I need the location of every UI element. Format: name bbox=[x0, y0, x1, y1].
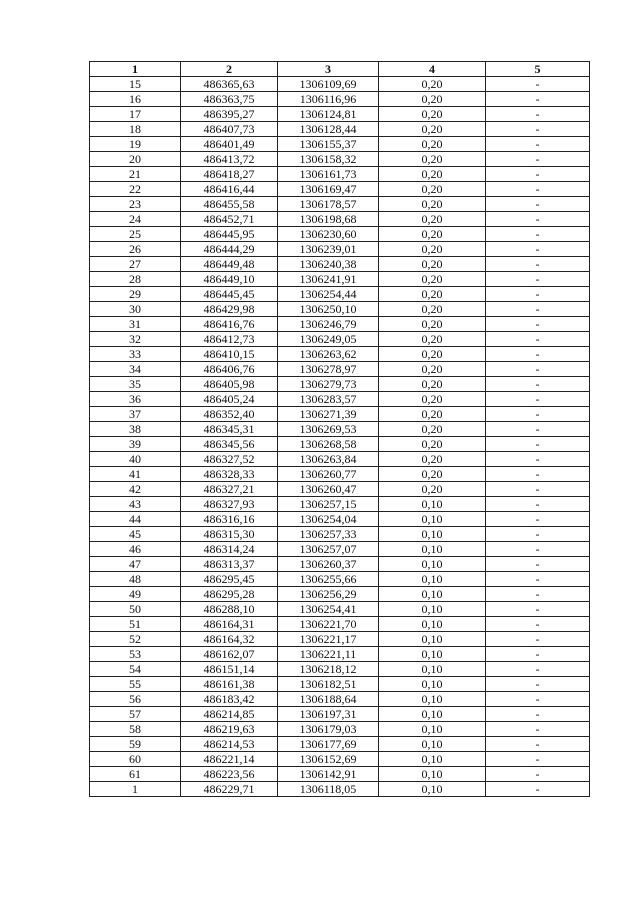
table-cell-col-5: - bbox=[486, 662, 590, 677]
table-cell-col-3: 1306118,05 bbox=[278, 782, 379, 797]
table-cell-col-5: - bbox=[486, 437, 590, 452]
table-cell-col-4: 0,20 bbox=[379, 317, 486, 332]
table-cell-col-5: - bbox=[486, 422, 590, 437]
table-cell-col-3: 1306255,66 bbox=[278, 572, 379, 587]
table-cell-col-3: 1306271,39 bbox=[278, 407, 379, 422]
table-cell-col-1: 39 bbox=[90, 437, 181, 452]
table-cell-col-1: 25 bbox=[90, 227, 181, 242]
table-cell-col-4: 0,20 bbox=[379, 242, 486, 257]
table-row bbox=[90, 542, 590, 557]
table-cell-col-2: 486219,63 bbox=[181, 722, 278, 737]
table-cell-col-5: - bbox=[486, 242, 590, 257]
table-cell-col-4: 0,10 bbox=[379, 587, 486, 602]
table-cell-col-4: 0,10 bbox=[379, 752, 486, 767]
table-cell-col-2: 486416,44 bbox=[181, 182, 278, 197]
table-cell-col-1: 54 bbox=[90, 662, 181, 677]
table-cell-col-5: - bbox=[486, 92, 590, 107]
table-cell-col-5: - bbox=[486, 542, 590, 557]
table-cell-col-1: 32 bbox=[90, 332, 181, 347]
table-cell-col-4: 0,10 bbox=[379, 557, 486, 572]
table-cell-col-1: 59 bbox=[90, 737, 181, 752]
table-row bbox=[90, 317, 590, 332]
table-cell-col-1: 26 bbox=[90, 242, 181, 257]
table-row bbox=[90, 782, 590, 797]
table-cell-col-5: - bbox=[486, 647, 590, 662]
table-cell-col-3: 1306257,15 bbox=[278, 497, 379, 512]
table-cell-col-4: 0,20 bbox=[379, 422, 486, 437]
table-cell-col-2: 486401,49 bbox=[181, 137, 278, 152]
table-row bbox=[90, 242, 590, 257]
table-cell-col-5: - bbox=[486, 197, 590, 212]
table-cell-col-4: 0,10 bbox=[379, 707, 486, 722]
table-cell-col-2: 486314,24 bbox=[181, 542, 278, 557]
table-cell-col-1: 48 bbox=[90, 572, 181, 587]
table-row bbox=[90, 227, 590, 242]
table-cell-col-2: 486223,56 bbox=[181, 767, 278, 782]
table-cell-col-1: 35 bbox=[90, 377, 181, 392]
table-cell-col-1: 15 bbox=[90, 77, 181, 92]
table-cell-col-2: 486345,31 bbox=[181, 422, 278, 437]
table-cell-col-2: 486410,15 bbox=[181, 347, 278, 362]
table-row bbox=[90, 107, 590, 122]
table-row bbox=[90, 302, 590, 317]
table-cell-col-4: 0,10 bbox=[379, 512, 486, 527]
table-row bbox=[90, 527, 590, 542]
table-cell-col-1: 53 bbox=[90, 647, 181, 662]
table-row bbox=[90, 92, 590, 107]
table-cell-col-1: 33 bbox=[90, 347, 181, 362]
table-row bbox=[90, 77, 590, 92]
table-cell-col-5: - bbox=[486, 722, 590, 737]
table-row bbox=[90, 407, 590, 422]
table-cell-col-2: 486445,95 bbox=[181, 227, 278, 242]
table-cell-col-3: 1306279,73 bbox=[278, 377, 379, 392]
table-cell-col-2: 486327,52 bbox=[181, 452, 278, 467]
column-header-1: 1 bbox=[90, 62, 181, 77]
table-row bbox=[90, 347, 590, 362]
table-cell-col-1: 27 bbox=[90, 257, 181, 272]
table-cell-col-2: 486407,73 bbox=[181, 122, 278, 137]
table-row bbox=[90, 182, 590, 197]
table-cell-col-5: - bbox=[486, 482, 590, 497]
table-cell-col-1: 21 bbox=[90, 167, 181, 182]
table-cell-col-3: 1306109,69 bbox=[278, 77, 379, 92]
table-cell-col-3: 1306188,64 bbox=[278, 692, 379, 707]
table-cell-col-5: - bbox=[486, 497, 590, 512]
table-cell-col-5: - bbox=[486, 752, 590, 767]
table-cell-col-3: 1306260,47 bbox=[278, 482, 379, 497]
table-cell-col-4: 0,20 bbox=[379, 92, 486, 107]
table-cell-col-4: 0,20 bbox=[379, 287, 486, 302]
table-cell-col-1: 60 bbox=[90, 752, 181, 767]
table-cell-col-3: 1306155,37 bbox=[278, 137, 379, 152]
table-cell-col-3: 1306263,84 bbox=[278, 452, 379, 467]
table-row bbox=[90, 152, 590, 167]
table-cell-col-1: 58 bbox=[90, 722, 181, 737]
table-cell-col-1: 30 bbox=[90, 302, 181, 317]
table-cell-col-5: - bbox=[486, 467, 590, 482]
table-cell-col-1: 46 bbox=[90, 542, 181, 557]
table-cell-col-2: 486295,45 bbox=[181, 572, 278, 587]
table-cell-col-3: 1306260,77 bbox=[278, 467, 379, 482]
table-cell-col-3: 1306257,33 bbox=[278, 527, 379, 542]
table-cell-col-4: 0,20 bbox=[379, 302, 486, 317]
table-cell-col-3: 1306221,11 bbox=[278, 647, 379, 662]
table-cell-col-1: 55 bbox=[90, 677, 181, 692]
table-cell-col-3: 1306240,38 bbox=[278, 257, 379, 272]
table-cell-col-2: 486288,10 bbox=[181, 602, 278, 617]
table-cell-col-5: - bbox=[486, 272, 590, 287]
table-cell-col-2: 486444,29 bbox=[181, 242, 278, 257]
table-cell-col-2: 486412,73 bbox=[181, 332, 278, 347]
table-cell-col-2: 486316,16 bbox=[181, 512, 278, 527]
table-row bbox=[90, 557, 590, 572]
table-cell-col-1: 20 bbox=[90, 152, 181, 167]
table-row bbox=[90, 137, 590, 152]
table-cell-col-2: 486405,24 bbox=[181, 392, 278, 407]
table-cell-col-2: 486164,31 bbox=[181, 617, 278, 632]
table-cell-col-5: - bbox=[486, 452, 590, 467]
table-cell-col-1: 43 bbox=[90, 497, 181, 512]
table-row bbox=[90, 617, 590, 632]
table-cell-col-5: - bbox=[486, 632, 590, 647]
table-cell-col-1: 24 bbox=[90, 212, 181, 227]
table-row bbox=[90, 677, 590, 692]
table-row bbox=[90, 662, 590, 677]
table-cell-col-3: 1306230,60 bbox=[278, 227, 379, 242]
table-cell-col-5: - bbox=[486, 677, 590, 692]
table-cell-col-3: 1306241,91 bbox=[278, 272, 379, 287]
table-cell-col-1: 29 bbox=[90, 287, 181, 302]
table-cell-col-4: 0,20 bbox=[379, 257, 486, 272]
table-cell-col-2: 486183,42 bbox=[181, 692, 278, 707]
table-cell-col-2: 486214,85 bbox=[181, 707, 278, 722]
table-row bbox=[90, 257, 590, 272]
table-body bbox=[90, 77, 590, 797]
table-cell-col-2: 486313,37 bbox=[181, 557, 278, 572]
table-cell-col-4: 0,10 bbox=[379, 527, 486, 542]
table-cell-col-5: - bbox=[486, 737, 590, 752]
table-cell-col-1: 57 bbox=[90, 707, 181, 722]
table-cell-col-3: 1306257,07 bbox=[278, 542, 379, 557]
table-cell-col-4: 0,10 bbox=[379, 497, 486, 512]
table-row bbox=[90, 572, 590, 587]
table-cell-col-5: - bbox=[486, 152, 590, 167]
table-cell-col-5: - bbox=[486, 287, 590, 302]
table-cell-col-3: 1306263,62 bbox=[278, 347, 379, 362]
table-row bbox=[90, 482, 590, 497]
table-cell-col-1: 45 bbox=[90, 527, 181, 542]
table-cell-col-3: 1306124,81 bbox=[278, 107, 379, 122]
table-cell-col-5: - bbox=[486, 527, 590, 542]
table-row bbox=[90, 512, 590, 527]
table-row bbox=[90, 122, 590, 137]
column-header-3: 3 bbox=[278, 62, 379, 77]
table-cell-col-5: - bbox=[486, 347, 590, 362]
table-cell-col-3: 1306152,69 bbox=[278, 752, 379, 767]
table-cell-col-4: 0,20 bbox=[379, 197, 486, 212]
table-cell-col-2: 486327,21 bbox=[181, 482, 278, 497]
table-row bbox=[90, 467, 590, 482]
table-cell-col-3: 1306283,57 bbox=[278, 392, 379, 407]
table-cell-col-1: 31 bbox=[90, 317, 181, 332]
table-cell-col-2: 486315,30 bbox=[181, 527, 278, 542]
table-cell-col-4: 0,10 bbox=[379, 602, 486, 617]
table-cell-col-4: 0,10 bbox=[379, 617, 486, 632]
table-cell-col-3: 1306221,70 bbox=[278, 617, 379, 632]
table-cell-col-4: 0,20 bbox=[379, 452, 486, 467]
table-cell-col-5: - bbox=[486, 767, 590, 782]
table-cell-col-2: 486455,58 bbox=[181, 197, 278, 212]
table-cell-col-4: 0,20 bbox=[379, 152, 486, 167]
table-cell-col-1: 38 bbox=[90, 422, 181, 437]
table-cell-col-4: 0,10 bbox=[379, 647, 486, 662]
table-cell-col-3: 1306246,79 bbox=[278, 317, 379, 332]
table-cell-col-3: 1306260,37 bbox=[278, 557, 379, 572]
table-cell-col-4: 0,20 bbox=[379, 377, 486, 392]
table-cell-col-1: 1 bbox=[90, 782, 181, 797]
table-cell-col-1: 41 bbox=[90, 467, 181, 482]
table-cell-col-4: 0,20 bbox=[379, 362, 486, 377]
table-cell-col-2: 486449,10 bbox=[181, 272, 278, 287]
table-cell-col-2: 486449,48 bbox=[181, 257, 278, 272]
table-cell-col-4: 0,10 bbox=[379, 632, 486, 647]
table-cell-col-2: 486445,45 bbox=[181, 287, 278, 302]
table-cell-col-5: - bbox=[486, 107, 590, 122]
table-cell-col-4: 0,20 bbox=[379, 122, 486, 137]
table-cell-col-5: - bbox=[486, 257, 590, 272]
table-cell-col-1: 56 bbox=[90, 692, 181, 707]
table-cell-col-4: 0,20 bbox=[379, 392, 486, 407]
table-cell-col-4: 0,20 bbox=[379, 77, 486, 92]
table-row bbox=[90, 707, 590, 722]
table-cell-col-2: 486416,76 bbox=[181, 317, 278, 332]
table-cell-col-4: 0,10 bbox=[379, 782, 486, 797]
table-cell-col-1: 17 bbox=[90, 107, 181, 122]
table-cell-col-5: - bbox=[486, 557, 590, 572]
table-cell-col-3: 1306221,17 bbox=[278, 632, 379, 647]
table-row bbox=[90, 767, 590, 782]
table-row bbox=[90, 287, 590, 302]
table-cell-col-2: 486162,07 bbox=[181, 647, 278, 662]
table-cell-col-3: 1306198,68 bbox=[278, 212, 379, 227]
table-row bbox=[90, 632, 590, 647]
table-cell-col-4: 0,10 bbox=[379, 722, 486, 737]
table-cell-col-3: 1306254,04 bbox=[278, 512, 379, 527]
table-cell-col-2: 486395,27 bbox=[181, 107, 278, 122]
table-cell-col-1: 52 bbox=[90, 632, 181, 647]
table-cell-col-1: 36 bbox=[90, 392, 181, 407]
table-cell-col-4: 0,10 bbox=[379, 662, 486, 677]
table-cell-col-4: 0,10 bbox=[379, 737, 486, 752]
table-cell-col-5: - bbox=[486, 137, 590, 152]
table-cell-col-4: 0,10 bbox=[379, 572, 486, 587]
table-cell-col-1: 44 bbox=[90, 512, 181, 527]
table-row bbox=[90, 167, 590, 182]
table-cell-col-3: 1306278,97 bbox=[278, 362, 379, 377]
table-cell-col-4: 0,20 bbox=[379, 482, 486, 497]
table-cell-col-1: 28 bbox=[90, 272, 181, 287]
table-cell-col-2: 486418,27 bbox=[181, 167, 278, 182]
table-cell-col-2: 486295,28 bbox=[181, 587, 278, 602]
table-cell-col-4: 0,10 bbox=[379, 677, 486, 692]
table-cell-col-2: 486164,32 bbox=[181, 632, 278, 647]
table-cell-col-5: - bbox=[486, 227, 590, 242]
coordinates-table bbox=[89, 61, 590, 797]
table-cell-col-5: - bbox=[486, 77, 590, 92]
table-row bbox=[90, 602, 590, 617]
table-cell-col-4: 0,20 bbox=[379, 227, 486, 242]
table-cell-col-1: 61 bbox=[90, 767, 181, 782]
table-cell-col-2: 486405,98 bbox=[181, 377, 278, 392]
table-row bbox=[90, 722, 590, 737]
table-cell-col-5: - bbox=[486, 587, 590, 602]
table-cell-col-5: - bbox=[486, 302, 590, 317]
table-cell-col-4: 0,10 bbox=[379, 767, 486, 782]
table-cell-col-4: 0,20 bbox=[379, 272, 486, 287]
table-cell-col-5: - bbox=[486, 167, 590, 182]
table-row bbox=[90, 647, 590, 662]
table-cell-col-4: 0,20 bbox=[379, 437, 486, 452]
table-cell-col-3: 1306254,41 bbox=[278, 602, 379, 617]
table-row bbox=[90, 437, 590, 452]
column-header-4: 4 bbox=[379, 62, 486, 77]
table-cell-col-2: 486161,38 bbox=[181, 677, 278, 692]
table-cell-col-5: - bbox=[486, 362, 590, 377]
table-cell-col-1: 42 bbox=[90, 482, 181, 497]
table-cell-col-4: 0,10 bbox=[379, 542, 486, 557]
table-cell-col-1: 16 bbox=[90, 92, 181, 107]
table-row bbox=[90, 692, 590, 707]
table-cell-col-5: - bbox=[486, 617, 590, 632]
table-row bbox=[90, 272, 590, 287]
table-cell-col-1: 23 bbox=[90, 197, 181, 212]
table-cell-col-3: 1306158,32 bbox=[278, 152, 379, 167]
table-cell-col-2: 486345,56 bbox=[181, 437, 278, 452]
table-row bbox=[90, 452, 590, 467]
table-cell-col-5: - bbox=[486, 407, 590, 422]
table-cell-col-3: 1306116,96 bbox=[278, 92, 379, 107]
table-row bbox=[90, 392, 590, 407]
table-row bbox=[90, 362, 590, 377]
table-cell-col-3: 1306250,10 bbox=[278, 302, 379, 317]
table-cell-col-2: 486429,98 bbox=[181, 302, 278, 317]
table-cell-col-3: 1306269,53 bbox=[278, 422, 379, 437]
table-cell-col-5: - bbox=[486, 332, 590, 347]
table-cell-col-3: 1306169,47 bbox=[278, 182, 379, 197]
table-cell-col-4: 0,20 bbox=[379, 167, 486, 182]
table-cell-col-2: 486151,14 bbox=[181, 662, 278, 677]
table-cell-col-2: 486406,76 bbox=[181, 362, 278, 377]
table-cell-col-3: 1306256,29 bbox=[278, 587, 379, 602]
table-cell-col-2: 486363,75 bbox=[181, 92, 278, 107]
table-cell-col-1: 37 bbox=[90, 407, 181, 422]
table-row bbox=[90, 332, 590, 347]
table-cell-col-2: 486413,72 bbox=[181, 152, 278, 167]
table-cell-col-3: 1306239,01 bbox=[278, 242, 379, 257]
table-cell-col-5: - bbox=[486, 212, 590, 227]
table-cell-col-1: 47 bbox=[90, 557, 181, 572]
table-cell-col-4: 0,20 bbox=[379, 467, 486, 482]
table-row bbox=[90, 422, 590, 437]
table-cell-col-5: - bbox=[486, 602, 590, 617]
table-cell-col-1: 18 bbox=[90, 122, 181, 137]
table-cell-col-1: 51 bbox=[90, 617, 181, 632]
table-cell-col-3: 1306178,57 bbox=[278, 197, 379, 212]
table-row bbox=[90, 497, 590, 512]
table-cell-col-5: - bbox=[486, 572, 590, 587]
table-cell-col-5: - bbox=[486, 392, 590, 407]
table-cell-col-4: 0,20 bbox=[379, 332, 486, 347]
table-cell-col-5: - bbox=[486, 692, 590, 707]
table-row bbox=[90, 737, 590, 752]
table-cell-col-2: 486221,14 bbox=[181, 752, 278, 767]
column-header-2: 2 bbox=[181, 62, 278, 77]
table-cell-col-4: 0,20 bbox=[379, 182, 486, 197]
table-row bbox=[90, 587, 590, 602]
table-cell-col-5: - bbox=[486, 707, 590, 722]
table-cell-col-2: 486365,63 bbox=[181, 77, 278, 92]
table-cell-col-1: 19 bbox=[90, 137, 181, 152]
table-cell-col-4: 0,20 bbox=[379, 137, 486, 152]
table-cell-col-3: 1306142,91 bbox=[278, 767, 379, 782]
table-cell-col-3: 1306197,31 bbox=[278, 707, 379, 722]
table-header-row bbox=[90, 62, 590, 77]
table-cell-col-1: 50 bbox=[90, 602, 181, 617]
table-cell-col-5: - bbox=[486, 512, 590, 527]
table-cell-col-2: 486214,53 bbox=[181, 737, 278, 752]
table-cell-col-2: 486328,33 bbox=[181, 467, 278, 482]
column-header-5: 5 bbox=[486, 62, 590, 77]
table-row bbox=[90, 752, 590, 767]
table-cell-col-2: 486352,40 bbox=[181, 407, 278, 422]
table-cell-col-4: 0,20 bbox=[379, 407, 486, 422]
table-cell-col-3: 1306268,58 bbox=[278, 437, 379, 452]
table-cell-col-3: 1306218,12 bbox=[278, 662, 379, 677]
table-cell-col-2: 486452,71 bbox=[181, 212, 278, 227]
table-cell-col-5: - bbox=[486, 182, 590, 197]
table-cell-col-5: - bbox=[486, 317, 590, 332]
table-cell-col-2: 486327,93 bbox=[181, 497, 278, 512]
table-row bbox=[90, 377, 590, 392]
table-cell-col-3: 1306182,51 bbox=[278, 677, 379, 692]
table-row bbox=[90, 197, 590, 212]
table-cell-col-1: 40 bbox=[90, 452, 181, 467]
table-cell-col-5: - bbox=[486, 122, 590, 137]
table-cell-col-5: - bbox=[486, 782, 590, 797]
table-cell-col-5: - bbox=[486, 377, 590, 392]
table-cell-col-4: 0,10 bbox=[379, 692, 486, 707]
table-cell-col-1: 22 bbox=[90, 182, 181, 197]
table-cell-col-3: 1306254,44 bbox=[278, 287, 379, 302]
table-cell-col-2: 486229,71 bbox=[181, 782, 278, 797]
table-cell-col-3: 1306128,44 bbox=[278, 122, 379, 137]
table-cell-col-1: 34 bbox=[90, 362, 181, 377]
table-cell-col-3: 1306179,03 bbox=[278, 722, 379, 737]
table-cell-col-4: 0,20 bbox=[379, 347, 486, 362]
table-row bbox=[90, 212, 590, 227]
table-cell-col-4: 0,20 bbox=[379, 212, 486, 227]
table-cell-col-1: 49 bbox=[90, 587, 181, 602]
table-cell-col-4: 0,20 bbox=[379, 107, 486, 122]
table-cell-col-3: 1306177,69 bbox=[278, 737, 379, 752]
table-cell-col-3: 1306161,73 bbox=[278, 167, 379, 182]
table-cell-col-3: 1306249,05 bbox=[278, 332, 379, 347]
